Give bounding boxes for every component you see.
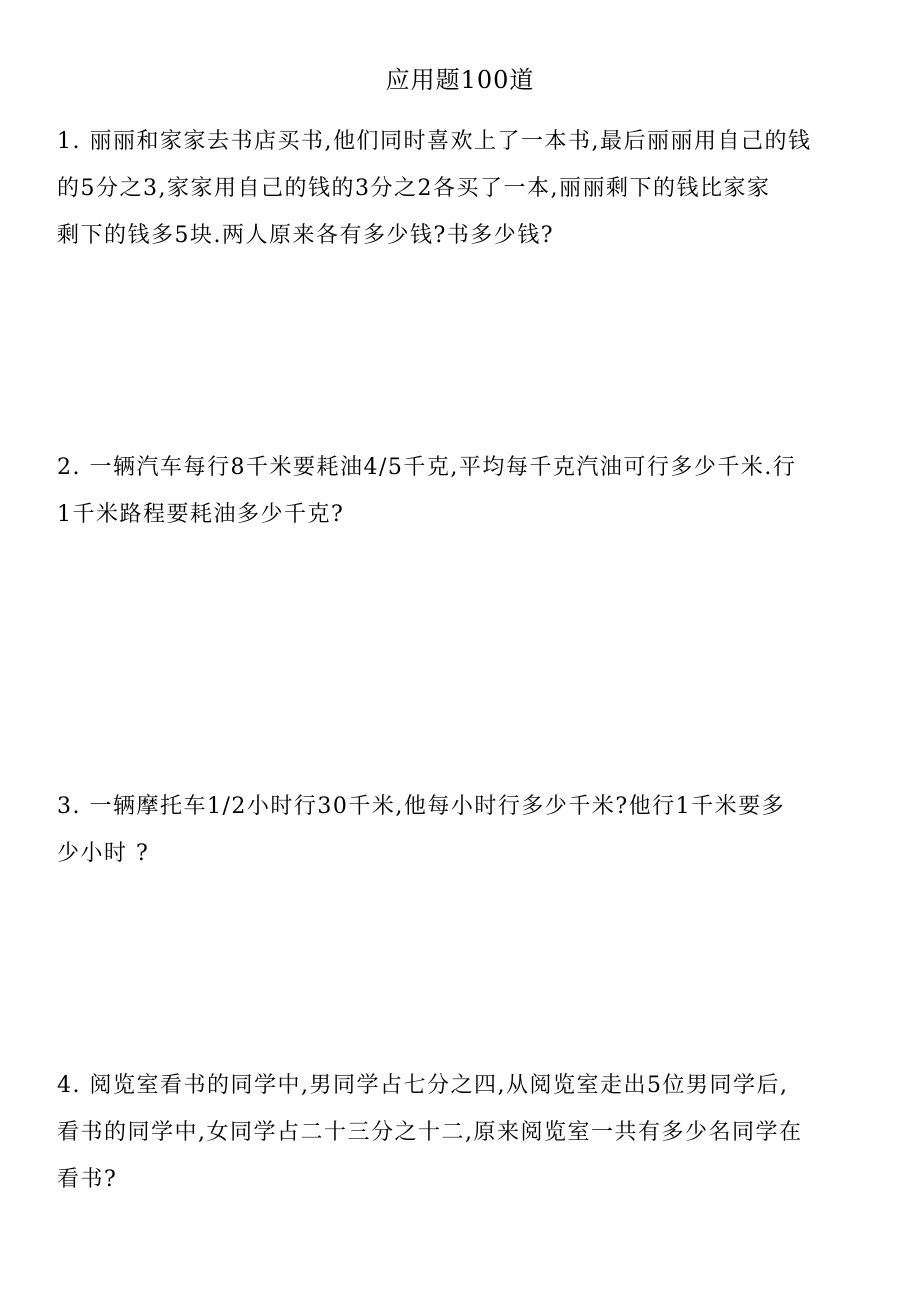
problem-3 — [57, 783, 867, 877]
problem-line: 看书? — [57, 1167, 118, 1192]
problem-line: 2. 一辆汽车每行8千米要耗油4/5千克,平均每千克汽油可行多少千米.行 — [57, 455, 797, 480]
page-title: 应用题100道 — [385, 66, 535, 94]
problem-line: 1. 丽丽和家家去书店买书,他们同时喜欢上了一本书,最后丽丽用自己的钱 — [57, 129, 812, 154]
problem-1 — [57, 118, 867, 259]
problem-line: 看书的同学中,女同学占二十三分之十二,原来阅览室一共有多少名同学在 — [57, 1120, 803, 1145]
problem-line: 少小时 ? — [57, 841, 150, 866]
problem-line: 3. 一辆摩托车1/2小时行30千米,他每小时行多少千米?他行1千米要多 — [57, 794, 786, 819]
problem-4 — [57, 1062, 867, 1203]
problem-line: 的5分之3,家家用自己的钱的3分之2各买了一本,丽丽剩下的钱比家家 — [57, 176, 771, 201]
problem-line: 1千米路程要耗油多少千克? — [57, 502, 345, 527]
problem-2 — [57, 444, 867, 538]
problem-line: 剩下的钱多5块.两人原来各有多少钱?书多少钱? — [57, 223, 555, 248]
problem-line: 4. 阅览室看书的同学中,男同学占七分之四,从阅览室走出5位男同学后, — [57, 1073, 789, 1098]
